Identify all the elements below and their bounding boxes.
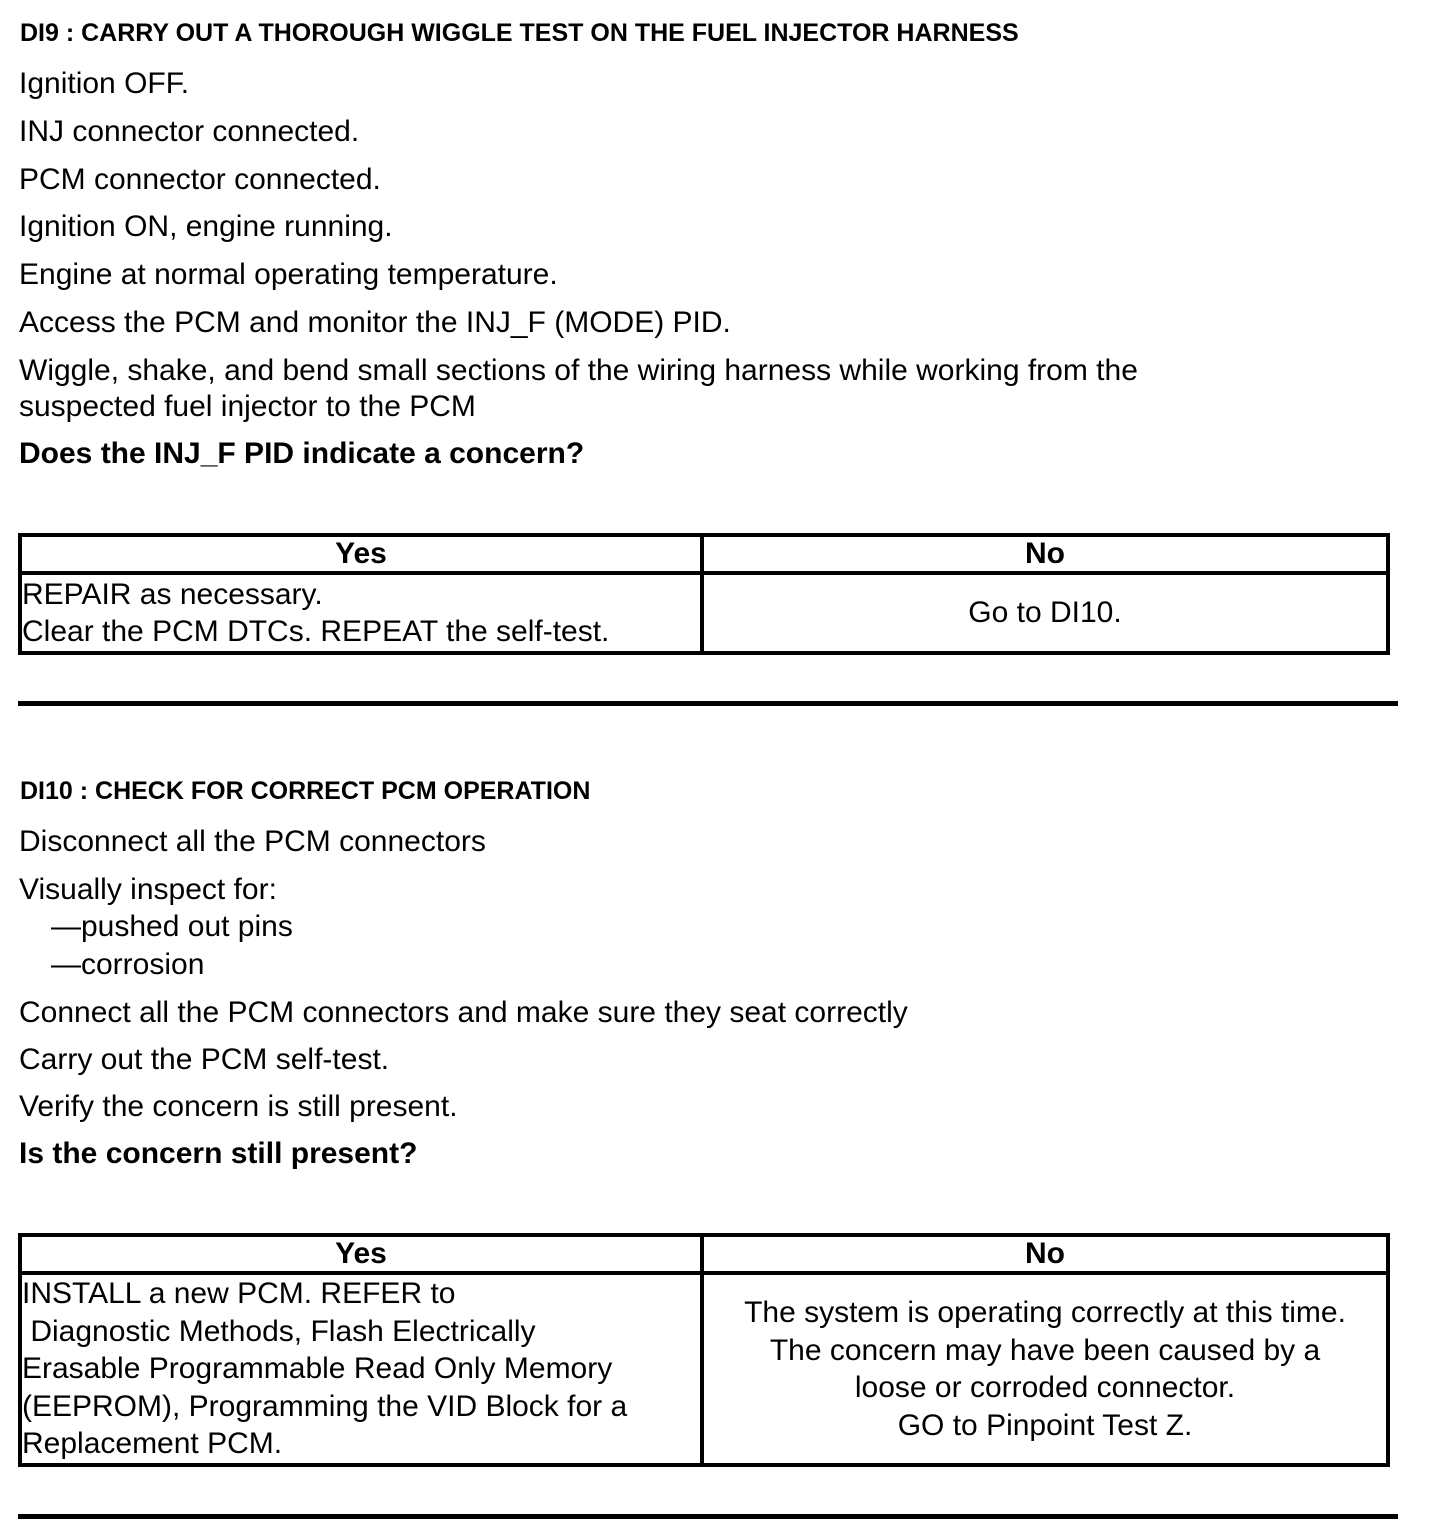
di9-no-cell [702, 573, 1388, 653]
di10-no-cell [702, 1273, 1388, 1465]
di9-step-6: Access the PCM and monitor the INJ_F (MODE) PID. [19, 306, 731, 339]
di10-yes-line-4: (EEPROM), Programming the VID Block for a [22, 1389, 628, 1423]
di10-yes-line-1: INSTALL a new PCM. REFER to [22, 1277, 456, 1311]
di10-question: Is the concern still present? [19, 1137, 418, 1170]
di10-step-3: Connect all the PCM connectors and make sure they seat correctly [19, 996, 908, 1029]
di10-no-line-4: GO to Pinpoint Test Z. [897, 1408, 1193, 1442]
di9-yes-header: Yes [20, 535, 702, 573]
di10-step-1: Disconnect all the PCM connectors [19, 825, 486, 858]
di9-step-2: INJ connector connected. [19, 115, 360, 148]
di9-yes-cell [20, 573, 702, 653]
di9-step-1: Ignition OFF. [19, 67, 190, 100]
di9-question: Does the INJ_F PID indicate a concern? [19, 437, 585, 470]
di10-heading: DI10 : CHECK FOR CORRECT PCM OPERATION [20, 777, 591, 805]
di9-step-3: PCM connector connected. [19, 163, 381, 196]
di9-yes-line-1: REPAIR as necessary. [22, 577, 323, 611]
di9-step-5: Engine at normal operating temperature. [19, 258, 558, 291]
di9-yes-line-2: Clear the PCM DTCs. REPEAT the self-test. [22, 615, 610, 648]
di10-no-line-3: loose or corroded connector. [854, 1371, 1236, 1404]
bottom-divider [18, 1514, 1398, 1519]
di9-step-7: Wiggle, shake, and bend small sections of the wiring harness while working from the [19, 354, 1138, 387]
di9-step-7-cont: suspected fuel injector to the PCM [19, 390, 476, 423]
di9-step-4: Ignition ON, engine running. [19, 210, 393, 243]
di10-step-2-bullet-1: —pushed out pins [51, 910, 293, 943]
di10-yes-header: Yes [20, 1235, 702, 1273]
di9-no-goto-di10: Go to DI10. [968, 596, 1122, 630]
di9-no-header: No [702, 535, 1388, 573]
di10-step-4: Carry out the PCM self-test. [19, 1043, 390, 1076]
di10-step-2-bullet-2: —corrosion [51, 948, 205, 981]
di10-yes-line-5: Replacement PCM. [22, 1427, 283, 1461]
di10-result-table [18, 1233, 1390, 1467]
di9-heading: DI9 : CARRY OUT A THOROUGH WIGGLE TEST ON THE FUEL INJECTOR HARNESS [20, 19, 1019, 47]
di10-no-line-2: The concern may have been caused by a [769, 1333, 1321, 1367]
di10-no-header: No [702, 1235, 1388, 1273]
di10-no-line-1: The system is operating correctly at this time. [744, 1296, 1346, 1329]
di10-step-5: Verify the concern is still present. [19, 1090, 458, 1123]
di9-result-table [18, 533, 1390, 655]
di10-step-2: Visually inspect for: [19, 873, 277, 906]
di10-yes-line-2: Diagnostic Methods, Flash Electrically [22, 1314, 536, 1348]
section-divider [18, 701, 1398, 706]
di10-yes-cell [20, 1273, 702, 1465]
di10-yes-line-3: Erasable Programmable Read Only Memory [22, 1352, 613, 1386]
